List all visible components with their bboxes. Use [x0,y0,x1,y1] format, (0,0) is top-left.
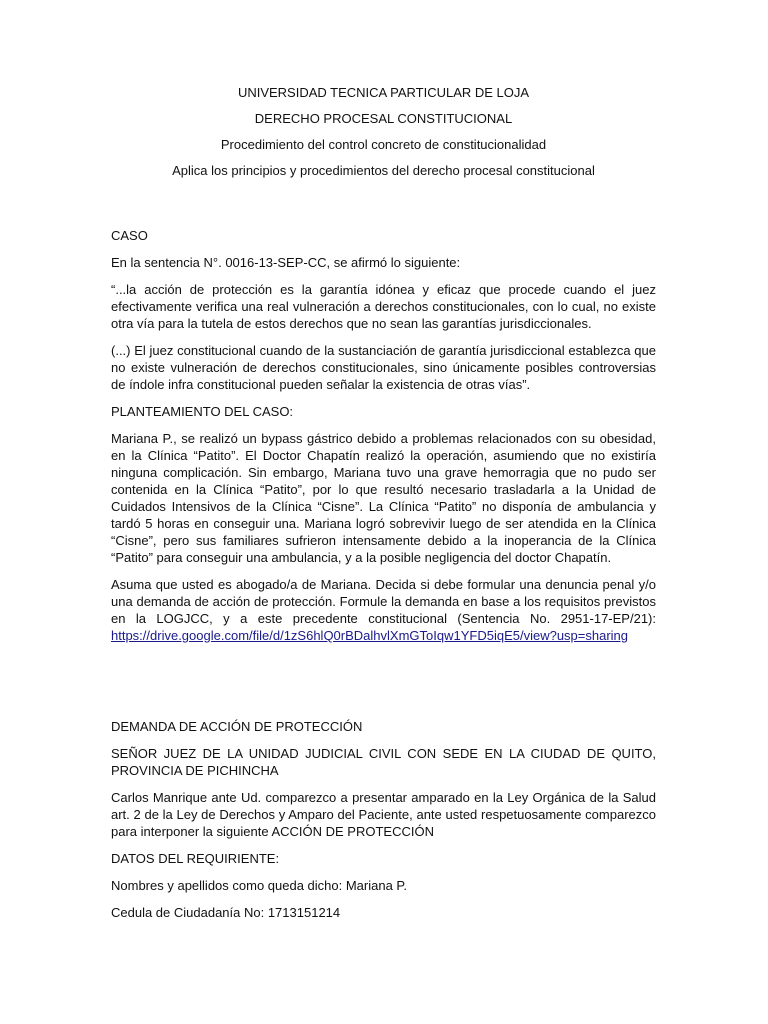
document-body [111,227,656,921]
judge-address: SEÑOR JUEZ DE LA UNIDAD JUDICIAL CIVIL CON SEDE EN LA CIUDAD DE QUITO, PROVINCIA DE PICHINCHA [111,746,656,778]
caso-quote-1: “...la acción de protección es la garantía idónea y eficaz que procede cuando el juez efectivamente verifica una real vulneración a derechos constitucionales, con lo cual, no existe otra vía para la tutela de estos derechos que no sean las garantías jurisdiccionales. [111,282,656,331]
nombres-line: Nombres y apellidos como queda dicho: Mariana P. [111,878,408,893]
caso-heading: CASO [111,228,148,243]
caso-intro: En la sentencia N°. 0016-13-SEP-CC, se afirmó lo siguiente: [111,255,461,270]
planteamiento-heading: PLANTEAMIENTO DEL CASO: [111,404,294,419]
caso-quote-2: (...) El juez constitucional cuando de la sustanciación de garantía jurisdiccional establezca que no existe vulneración de derechos constitucionales, sino únicamente posibles controversias de índole infra constitucional pueden señalar la existencia de otras vías”. [111,343,656,392]
cedula-line: Cedula de Ciudadanía No: 1713151214 [111,905,341,920]
planteamiento-paragraph: Mariana P., se realizó un bypass gástrico debido a problemas relacionados con su obesidad, en la Clínica “Patito”. El Doctor Chapatín realizó la operación, asumiendo que no existiría ninguna complicación. Sin embargo, Mariana tuvo una grave hemorragia que no pudo ser contenida en la Clínica “Patito”, por lo que resultó necesario trasladarla a la Unidad de Cuidados Intensivos de la Clínica “Cisne”. La Clínica “Patito” no disponía de ambulancia y tardó 5 horas en conseguir una. Mariana logró sobrevivir luego de ser atendida en la Clínica “Cisne”, pero sus familiares sufrieron intensamente debido a la inoperancia de la Clínica “Patito” para conseguir una ambulancia, y a la posible negligencia del doctor Chapatín. [111,431,656,565]
university-title: UNIVERSIDAD TECNICA PARTICULAR DE LOJA [237,85,530,100]
topic-title: Procedimiento del control concreto de constitucionalidad [220,137,547,152]
appearance-paragraph: Carlos Manrique ante Ud. comparezco a presentar amparado en la Ley Orgánica de la Salud art. 2 de la Ley de Derechos y Amparo del Paciente, ante usted respetuosamente comparezco para interponer la siguiente ACCIÓN DE PROTECCIÓN [111,790,656,839]
task-text: Asuma que usted es abogado/a de Mariana. Decida si debe formular una denuncia penal y/o una demanda de acción de protección. Formule la demanda en base a los requisitos previstos en la LOGJCC, y a este precedente constitucional (Sentencia No. 2951-17-EP/21): [111,577,656,626]
section-spacer [111,644,656,718]
document-header [111,0,656,179]
datos-heading: DATOS DEL REQUIRIENTE: [111,851,280,866]
course-title: DERECHO PROCESAL CONSTITUCIONAL [254,111,513,126]
demanda-heading: DEMANDA DE ACCIÓN DE PROTECCIÓN [111,719,363,734]
objective-title: Aplica los principios y procedimientos del derecho procesal constitucional [172,163,595,178]
drive-link[interactable]: https://drive.google.com/file/d/1zS6hlQ0rBDalhvlXmGToIqw1YFD5iqE5/view?usp=sharing [111,628,629,643]
task-paragraph [111,576,656,644]
